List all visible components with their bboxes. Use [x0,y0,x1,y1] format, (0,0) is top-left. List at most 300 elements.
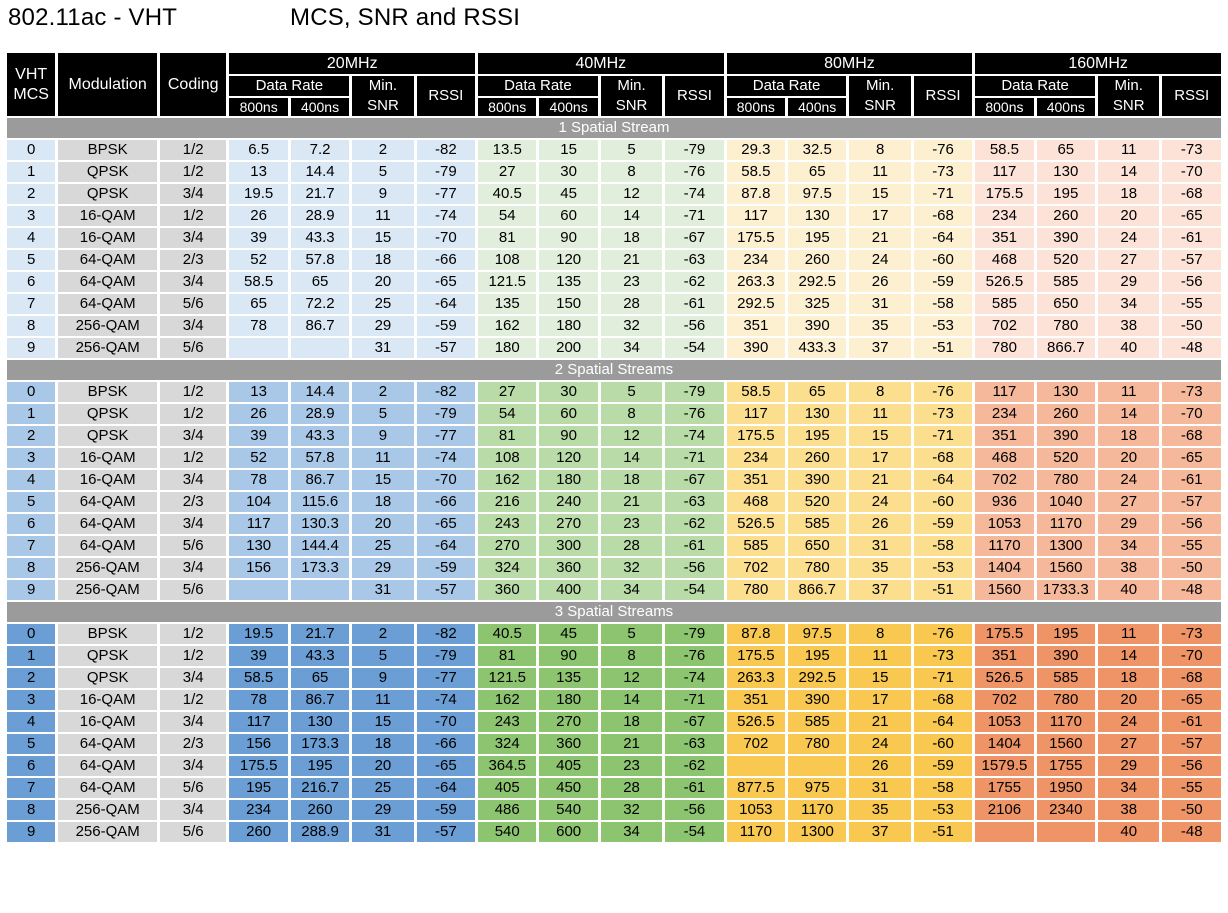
rssi-cell: -59 [417,558,475,578]
rate-800ns-cell: 351 [727,316,785,336]
modulation-cell: 64-QAM [58,536,157,556]
vht-mcs-header: VHT MCS [7,53,55,116]
modulation-cell: BPSK [58,140,157,160]
min-snr-cell: 25 [352,294,413,314]
rate-800ns-cell: 1579.5 [975,756,1033,776]
rssi-cell: -74 [665,668,723,688]
coding-cell: 1/2 [160,646,226,666]
rate-400ns-cell: 97.5 [788,184,846,204]
table-row [7,514,1221,534]
vht-mcs-table [4,51,1224,844]
rssi-cell: -61 [1162,228,1221,248]
coding-header: Coding [160,53,226,116]
rate-800ns-cell: 13 [229,382,287,402]
rssi-cell: -63 [665,250,723,270]
rssi-cell: -51 [914,338,972,358]
rate-400ns-cell: 90 [539,228,597,248]
rate-800ns-cell: 243 [478,514,536,534]
rssi-cell: -74 [665,184,723,204]
rssi-cell: -66 [417,734,475,754]
rssi-cell: -63 [665,734,723,754]
rate-400ns-cell: 115.6 [291,492,349,512]
table-row [7,426,1221,446]
rate-800ns-cell: 156 [229,558,287,578]
rate-800ns-cell: 702 [975,690,1033,710]
rssi-cell: -53 [914,800,972,820]
rate-800ns-cell: 175.5 [727,426,785,446]
coding-cell: 1/2 [160,382,226,402]
page-subtitle: MCS, SNR and RSSI [290,4,521,31]
rate-400ns-cell: 43.3 [291,426,349,446]
rssi-cell: -67 [665,470,723,490]
rssi-cell: -68 [1162,184,1221,204]
gi-400ns-header: 400ns [788,98,846,116]
rssi-cell: -82 [417,382,475,402]
coding-cell: 3/4 [160,426,226,446]
min-snr-cell: 34 [1098,294,1159,314]
rssi-cell: -65 [417,756,475,776]
gi-400ns-header: 400ns [291,98,349,116]
rssi-cell: -73 [914,646,972,666]
rssi-cell: -70 [1162,404,1221,424]
rate-400ns-cell [1037,822,1095,842]
rssi-cell: -74 [417,690,475,710]
rate-800ns-cell: 234 [229,800,287,820]
rssi-cell: -59 [914,756,972,776]
coding-cell: 1/2 [160,140,226,160]
coding-cell: 3/4 [160,228,226,248]
rate-800ns-cell: 19.5 [229,624,287,644]
table-row [7,734,1221,754]
rate-800ns-cell: 121.5 [478,668,536,688]
rssi-cell: -77 [417,184,475,204]
rate-400ns-cell: 433.3 [788,338,846,358]
min-snr-cell: 11 [1098,382,1159,402]
min-snr-cell: 11 [1098,140,1159,160]
min-snr-cell: 11 [849,404,910,424]
coding-cell: 5/6 [160,536,226,556]
rssi-cell: -68 [1162,426,1221,446]
table-row [7,712,1221,732]
rate-800ns-cell: 13 [229,162,287,182]
rssi-cell: -55 [1162,778,1221,798]
rate-800ns-cell: 1053 [975,514,1033,534]
rate-800ns-cell: 130 [229,536,287,556]
min-snr-cell: 21 [601,734,662,754]
rate-800ns-cell: 58.5 [727,162,785,182]
min-snr-cell: 9 [352,668,413,688]
rate-400ns-cell: 30 [539,382,597,402]
rssi-cell: -57 [417,338,475,358]
data-rate-header: Data Rate [727,76,847,96]
rssi-cell: -63 [665,492,723,512]
rssi-cell: -79 [417,162,475,182]
rate-400ns-cell: 120 [539,448,597,468]
min-snr-cell: 8 [849,624,910,644]
min-snr-cell: 17 [849,690,910,710]
min-snr-cell: 25 [352,778,413,798]
min-snr-cell: 34 [1098,536,1159,556]
rate-800ns-cell [975,822,1033,842]
rate-400ns-cell: 195 [1037,624,1095,644]
rate-400ns-cell: 180 [539,316,597,336]
rate-800ns-cell: 78 [229,316,287,336]
rssi-cell: -74 [417,448,475,468]
coding-cell: 3/4 [160,184,226,204]
table-row [7,690,1221,710]
gi-800ns-header: 800ns [229,98,287,116]
table-row [7,580,1221,600]
rate-800ns-cell: 162 [478,470,536,490]
modulation-cell: 16-QAM [58,448,157,468]
min-snr-cell: 5 [352,162,413,182]
rate-800ns-cell [229,338,287,358]
coding-cell: 1/2 [160,448,226,468]
rssi-cell: -68 [914,448,972,468]
min-snr-cell: 18 [601,470,662,490]
rate-800ns-cell: 1170 [975,536,1033,556]
rssi-cell: -77 [417,426,475,446]
rate-800ns-cell: 702 [727,734,785,754]
rate-400ns-cell: 195 [291,756,349,776]
min-snr-cell: 12 [601,668,662,688]
rssi-cell: -56 [1162,514,1221,534]
rssi-cell: -79 [665,382,723,402]
rate-400ns-cell: 585 [1037,668,1095,688]
rate-800ns-cell: 526.5 [975,668,1033,688]
min-snr-cell: 26 [849,514,910,534]
min-snr-cell: 18 [1098,426,1159,446]
rate-800ns-cell: 234 [727,250,785,270]
table-row [7,470,1221,490]
table-row [7,668,1221,688]
coding-cell: 1/2 [160,162,226,182]
rate-800ns-cell: 87.8 [727,624,785,644]
rate-400ns-cell: 65 [788,382,846,402]
rate-400ns-cell: 135 [539,272,597,292]
coding-cell: 1/2 [160,624,226,644]
rate-400ns-cell: 360 [539,558,597,578]
mcs-cell: 6 [7,272,55,292]
rate-800ns-cell: 27 [478,382,536,402]
rate-400ns-cell: 60 [539,206,597,226]
rate-800ns-cell: 26 [229,404,287,424]
mcs-cell: 0 [7,624,55,644]
min-snr-cell: 15 [352,712,413,732]
rate-400ns-cell: 150 [539,294,597,314]
modulation-cell: 64-QAM [58,294,157,314]
rssi-cell: -68 [914,206,972,226]
rate-800ns-cell: 234 [727,448,785,468]
rssi-cell: -57 [1162,250,1221,270]
min-snr-cell: 12 [601,426,662,446]
rate-800ns-cell: 780 [975,338,1033,358]
rate-400ns-cell: 130 [1037,382,1095,402]
min-snr-cell: 24 [849,492,910,512]
min-snr-cell: 31 [849,536,910,556]
rate-400ns-cell: 57.8 [291,448,349,468]
rssi-cell: -71 [914,668,972,688]
rssi-cell: -50 [1162,800,1221,820]
rate-800ns-cell: 175.5 [975,184,1033,204]
rate-400ns-cell: 130 [788,404,846,424]
rate-400ns-cell: 135 [539,668,597,688]
rate-800ns-cell: 263.3 [727,272,785,292]
min-snr-cell: 38 [1098,316,1159,336]
rssi-cell: -60 [914,492,972,512]
rate-400ns-cell: 1170 [1037,514,1095,534]
rssi-cell: -71 [665,448,723,468]
rate-800ns-cell: 260 [229,822,287,842]
rate-400ns-cell: 120 [539,250,597,270]
rate-800ns-cell: 39 [229,426,287,446]
min-snr-cell: 14 [601,690,662,710]
modulation-cell: 16-QAM [58,228,157,248]
min-snr-cell: 11 [352,448,413,468]
rate-800ns-cell: 780 [727,580,785,600]
min-snr-cell: 11 [352,206,413,226]
mcs-cell: 6 [7,514,55,534]
modulation-cell: 16-QAM [58,470,157,490]
modulation-cell: QPSK [58,184,157,204]
coding-cell: 3/4 [160,514,226,534]
min-snr-cell: 8 [601,404,662,424]
section-label: 1 Spatial Stream [7,118,1221,138]
mcs-cell: 4 [7,228,55,248]
rssi-cell: -68 [1162,668,1221,688]
rssi-cell: -51 [914,822,972,842]
rate-800ns-cell: 117 [975,162,1033,182]
rssi-cell: -76 [914,140,972,160]
rssi-cell: -76 [665,162,723,182]
rssi-cell: -76 [665,646,723,666]
rate-400ns-cell: 270 [539,514,597,534]
table-row [7,250,1221,270]
modulation-cell: 256-QAM [58,316,157,336]
rssi-cell: -66 [417,250,475,270]
min-snr-cell: 40 [1098,338,1159,358]
modulation-cell: 256-QAM [58,558,157,578]
min-snr-cell: 20 [1098,690,1159,710]
rate-400ns-cell: 90 [539,426,597,446]
rate-800ns-cell: 81 [478,228,536,248]
rssi-cell: -60 [914,734,972,754]
min-snr-cell: 24 [1098,228,1159,248]
rate-400ns-cell: 57.8 [291,250,349,270]
min-snr-header: Min. SNR [352,76,413,116]
rssi-cell: -53 [914,558,972,578]
rate-800ns-cell: 58.5 [727,382,785,402]
rate-400ns-cell: 450 [539,778,597,798]
rssi-cell: -56 [665,800,723,820]
rate-400ns-cell [788,756,846,776]
table-row [7,294,1221,314]
rate-400ns-cell: 260 [291,800,349,820]
rate-800ns-cell: 351 [975,228,1033,248]
rssi-cell: -60 [914,250,972,270]
min-snr-cell: 31 [352,580,413,600]
rate-800ns-cell: 156 [229,734,287,754]
min-snr-cell: 24 [849,250,910,270]
rate-400ns-cell: 540 [539,800,597,820]
modulation-cell: 64-QAM [58,492,157,512]
modulation-header: Modulation [58,53,157,116]
rssi-cell: -67 [665,228,723,248]
rssi-cell: -65 [1162,690,1221,710]
rate-400ns-cell: 405 [539,756,597,776]
min-snr-cell: 18 [352,734,413,754]
mcs-cell: 7 [7,294,55,314]
rate-400ns-cell: 780 [1037,470,1095,490]
rate-400ns-cell: 520 [788,492,846,512]
min-snr-cell: 11 [849,646,910,666]
rate-800ns-cell: 40.5 [478,624,536,644]
table-row [7,206,1221,226]
mcs-cell: 4 [7,470,55,490]
rssi-cell: -73 [1162,140,1221,160]
rate-800ns-cell: 117 [229,712,287,732]
min-snr-cell: 27 [1098,250,1159,270]
rate-800ns-cell: 58.5 [229,668,287,688]
rate-800ns-cell: 117 [975,382,1033,402]
rate-800ns-cell: 87.8 [727,184,785,204]
rate-400ns-cell: 390 [1037,646,1095,666]
min-snr-cell: 12 [601,184,662,204]
rate-800ns-cell: 1404 [975,734,1033,754]
gi-400ns-header: 400ns [539,98,597,116]
rssi-cell: -73 [1162,624,1221,644]
rate-400ns-cell: 585 [788,514,846,534]
min-snr-cell: 5 [352,404,413,424]
rssi-cell: -55 [1162,294,1221,314]
min-snr-cell: 29 [1098,272,1159,292]
modulation-cell: 64-QAM [58,514,157,534]
rate-800ns-cell: 195 [229,778,287,798]
min-snr-cell: 20 [352,272,413,292]
mcs-cell: 1 [7,404,55,424]
rate-800ns-cell: 243 [478,712,536,732]
coding-cell: 1/2 [160,206,226,226]
min-snr-cell: 29 [1098,756,1159,776]
coding-cell: 3/4 [160,800,226,820]
table-row [7,272,1221,292]
rate-400ns-cell: 195 [1037,184,1095,204]
min-snr-cell: 34 [601,580,662,600]
gi-800ns-header: 800ns [727,98,785,116]
rate-800ns-cell: 324 [478,734,536,754]
rssi-cell: -59 [914,514,972,534]
rssi-cell: -56 [665,558,723,578]
rate-800ns-cell: 78 [229,470,287,490]
table-row [7,316,1221,336]
modulation-cell: QPSK [58,426,157,446]
mcs-cell: 2 [7,184,55,204]
mcs-cell: 3 [7,448,55,468]
rate-400ns-cell: 1040 [1037,492,1095,512]
min-snr-cell: 35 [849,558,910,578]
min-snr-cell: 14 [601,206,662,226]
rate-400ns-cell: 216.7 [291,778,349,798]
rate-400ns-cell: 28.9 [291,206,349,226]
rssi-cell: -74 [417,206,475,226]
min-snr-cell: 2 [352,382,413,402]
rssi-cell: -48 [1162,822,1221,842]
rate-800ns-cell: 108 [478,448,536,468]
spatial-stream-section-header [7,118,1221,138]
coding-cell: 5/6 [160,294,226,314]
rssi-cell: -57 [1162,734,1221,754]
rate-400ns-cell: 325 [788,294,846,314]
min-snr-cell: 11 [352,690,413,710]
min-snr-cell: 29 [1098,514,1159,534]
min-snr-header: Min. SNR [1098,76,1159,116]
min-snr-cell: 18 [1098,668,1159,688]
rate-800ns-cell: 1170 [727,822,785,842]
min-snr-cell: 37 [849,338,910,358]
rssi-header: RSSI [1162,76,1221,116]
rate-800ns-cell: 263.3 [727,668,785,688]
table-body [7,118,1221,842]
rate-800ns-cell: 58.5 [229,272,287,292]
modulation-cell: 256-QAM [58,338,157,358]
table-row [7,448,1221,468]
rate-800ns-cell: 29.3 [727,140,785,160]
rssi-cell: -71 [914,184,972,204]
min-snr-cell: 2 [352,140,413,160]
min-snr-cell: 34 [601,338,662,358]
min-snr-cell: 14 [601,448,662,468]
min-snr-header: Min. SNR [849,76,910,116]
rssi-cell: -76 [665,404,723,424]
rate-400ns-cell: 866.7 [788,580,846,600]
min-snr-cell: 27 [1098,734,1159,754]
rate-400ns-cell: 390 [788,470,846,490]
rssi-cell: -79 [417,646,475,666]
min-snr-cell: 28 [601,536,662,556]
modulation-cell: QPSK [58,668,157,688]
rate-400ns-cell: 292.5 [788,272,846,292]
min-snr-cell: 34 [601,822,662,842]
rate-800ns-cell: 585 [975,294,1033,314]
rssi-cell: -70 [1162,162,1221,182]
rate-400ns-cell: 180 [539,470,597,490]
rssi-cell: -51 [914,580,972,600]
min-snr-cell: 29 [352,558,413,578]
rate-400ns-cell: 585 [1037,272,1095,292]
mcs-cell: 5 [7,734,55,754]
rssi-cell: -59 [417,800,475,820]
rate-400ns-cell: 300 [539,536,597,556]
rate-400ns-cell: 86.7 [291,316,349,336]
coding-cell: 2/3 [160,250,226,270]
min-snr-cell: 23 [601,514,662,534]
rate-800ns-cell: 702 [727,558,785,578]
rate-400ns-cell: 780 [788,558,846,578]
rate-400ns-cell: 7.2 [291,140,349,160]
rate-400ns-cell: 1170 [1037,712,1095,732]
coding-cell: 3/4 [160,668,226,688]
min-snr-cell: 34 [1098,778,1159,798]
min-snr-cell: 11 [849,162,910,182]
rate-400ns-cell: 400 [539,580,597,600]
modulation-cell: BPSK [58,382,157,402]
min-snr-cell: 31 [352,338,413,358]
mcs-cell: 8 [7,316,55,336]
mcs-cell: 7 [7,778,55,798]
rate-800ns-cell: 40.5 [478,184,536,204]
mcs-cell: 0 [7,382,55,402]
rate-400ns-cell: 240 [539,492,597,512]
